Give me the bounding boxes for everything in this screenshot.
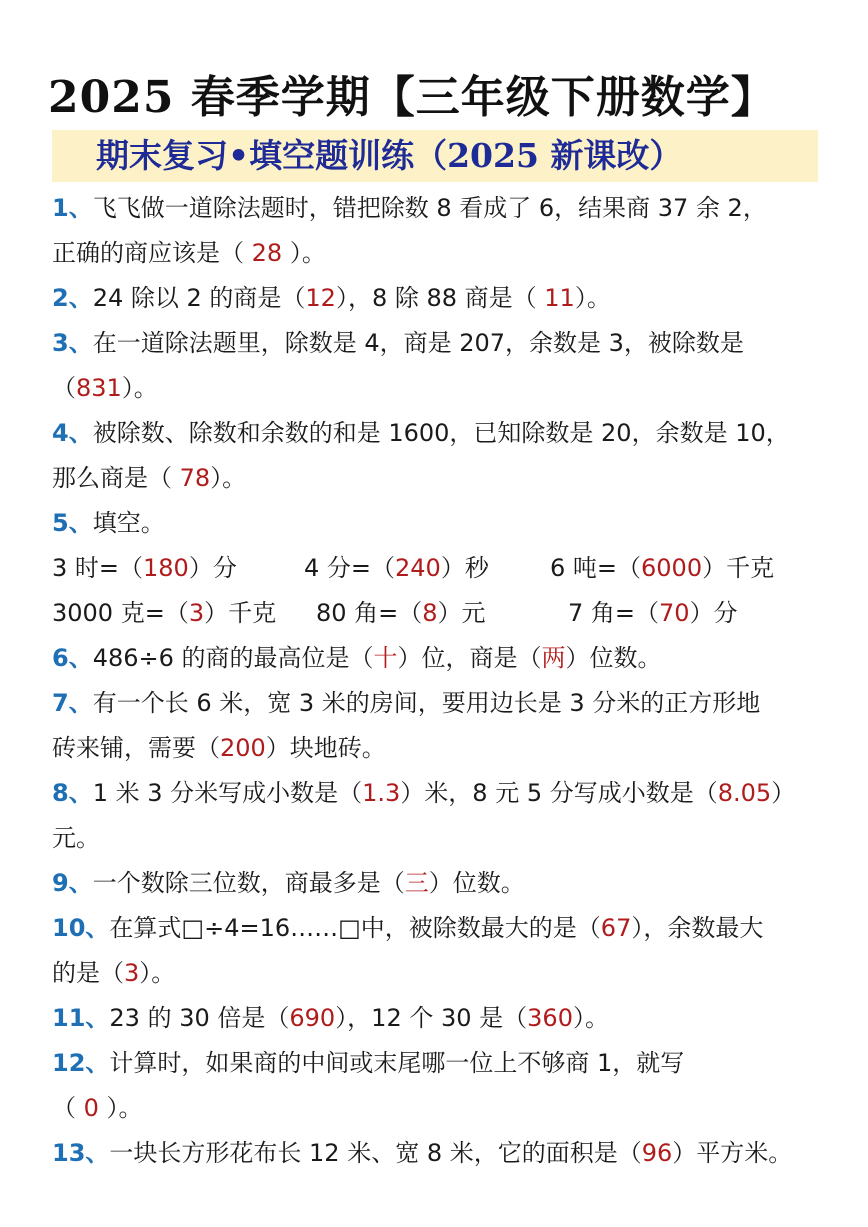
answer: 28 [251,239,283,267]
answer: 180 [143,554,189,582]
answer: 8 [422,599,438,627]
question-number: 11、 [52,1004,110,1032]
question-number: 13、 [52,1139,110,1167]
question-4-line-1: 4、被除数、除数和余数的和是 1600，已知除数是 20，余数是 10， [52,419,790,447]
answer: 11 [544,284,575,312]
question-12-line-1: 12、计算时，如果商的中间或末尾哪一位上不够商 1，就写 [52,1049,685,1077]
question-number: 6、 [52,644,93,672]
question-1-line-1: 1、飞飞做一道除法题时，错把除数 8 看成了 6，结果商 37 余 2， [52,194,767,222]
question-3-line-1: 3、在一道除法题里，除数是 4，商是 207，余数是 3，被除数是 [52,329,744,357]
question-5-row-2 [52,591,822,636]
answer: 8.05 [717,779,772,807]
answer: 67 [600,914,632,942]
answer: 360 [527,1004,573,1032]
question-3-line-2: （831）。 [52,374,158,402]
answer: 12 [305,284,336,312]
question-10-line-2: 的是（3）。 [52,959,176,987]
answer: 78 [179,464,211,492]
answer: 70 [659,599,690,627]
question-4-line-2: 那么商是（ 78）。 [52,464,247,492]
answer: 1.3 [362,779,401,807]
question-7-line-1: 7、有一个长 6 米，宽 3 米的房间，要用边长是 3 分米的正方形地 [52,689,761,717]
answer: 3 [124,959,140,987]
answer: 0 [83,1094,99,1122]
answer: 3 [188,599,205,627]
question-10-line-1: 10、在算式□÷4=16……□中，被除数最大的是（67），余数最大 [52,914,764,942]
answer: 两 [541,644,566,672]
conversion-item: 3 时=（180）分 [52,554,237,582]
question-number: 2、 [52,284,93,312]
answer: 96 [641,1139,673,1167]
question-number: 12、 [52,1049,110,1077]
question-8-line-2: 元。 [52,824,100,852]
question-13: 13、一块长方形花布长 12 米、宽 8 米，它的面积是（96）平方米。 [52,1139,793,1167]
question-number: 1、 [52,194,93,222]
question-5-label: 5、填空。 [52,509,165,537]
page-subtitle: 期末复习•填空题训练（2025 新课改） [96,136,683,175]
question-number: 8、 [52,779,93,807]
answer: 200 [220,734,266,762]
conversion-item: 6 吨=（6000）千克 [550,554,775,582]
question-6: 6、486÷6 的商的最高位是（十）位，商是（两）位数。 [52,644,662,672]
question-number: 3、 [52,329,93,357]
question-5-row-1 [52,546,822,591]
page-title: 2025 春季学期【三年级下册数学】 [48,72,776,123]
conversion-item: 7 角=（70）分 [568,599,738,627]
answer: 240 [395,554,441,582]
conversion-item: 3000 克=（3）千克 [52,599,277,627]
answer: 831 [76,374,122,402]
question-9: 9、一个数除三位数，商最多是（三）位数。 [52,869,525,897]
question-2: 2、24 除以 2 的商是（12），8 除 88 商是（ 11）。 [52,284,611,312]
question-number: 7、 [52,689,93,717]
question-8-line-1: 8、1 米 3 分米写成小数是（1.3）米，8 元 5 分写成小数是（8.05） [52,779,796,807]
question-number: 10、 [52,914,110,942]
question-number: 9、 [52,869,93,897]
answer: 690 [289,1004,336,1032]
question-7-line-2: 砖来铺，需要（200）块地砖。 [52,734,386,762]
question-number: 5、 [52,509,93,537]
conversion-item: 4 分=（240）秒 [304,554,489,582]
question-11: 11、23 的 30 倍是（690），12 个 30 是（360）。 [52,1004,609,1032]
question-number: 4、 [52,419,93,447]
question-12-line-2: （ 0 ）。 [52,1094,143,1122]
answer: 三 [404,869,429,897]
answer: 6000 [641,554,703,582]
answer: 十 [373,644,398,672]
question-1-line-2: 正确的商应该是（ 28 ）。 [52,239,326,267]
conversion-item: 80 角=（8）元 [316,599,486,627]
